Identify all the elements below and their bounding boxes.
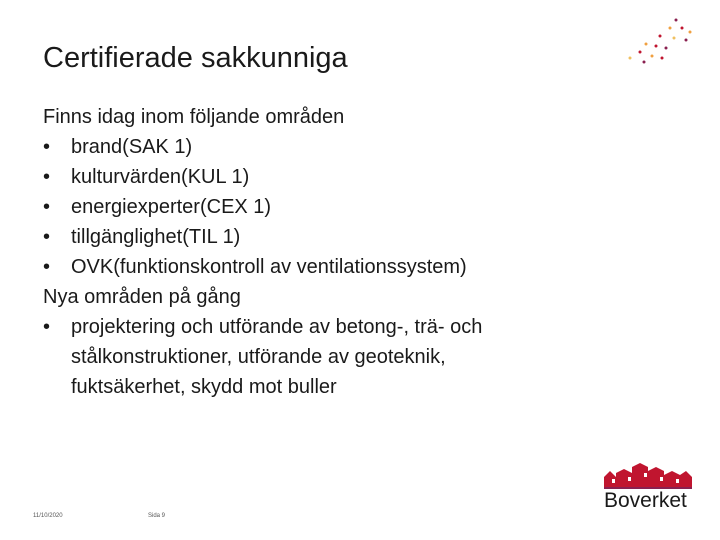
list-item xyxy=(43,162,663,192)
list-item-text: tillgänglighet(TIL 1) xyxy=(71,226,241,248)
dot xyxy=(655,45,658,48)
footer-date: 11/10/2020 xyxy=(33,513,63,519)
dot xyxy=(645,43,648,46)
logo-text: Boverket xyxy=(604,489,687,512)
slide-title: Certifierade sakkunniga xyxy=(43,42,348,74)
dot xyxy=(675,19,678,22)
dot xyxy=(659,35,662,38)
decorative-dots xyxy=(600,14,710,74)
bullet: • xyxy=(43,136,51,158)
list-item-text: brand(SAK 1) xyxy=(71,136,193,158)
list-item xyxy=(43,222,663,252)
bullet: • xyxy=(43,226,51,248)
list-item-text: projektering och utförande av betong-, trä- och stålkonstruktioner, utförande av geoteknik, fuktsäkerhet, skydd mot buller xyxy=(71,316,483,398)
dot xyxy=(673,37,676,40)
list-item xyxy=(43,132,663,162)
dot xyxy=(685,39,688,42)
dot xyxy=(661,57,664,60)
list-item-text: OVK(funktionskontroll av ventilationssystem) xyxy=(71,256,467,278)
list-item xyxy=(43,252,663,282)
intro-text: Finns idag inom följande områden xyxy=(43,106,345,128)
bullet: • xyxy=(43,256,51,278)
list-item xyxy=(43,312,541,402)
dot xyxy=(651,55,654,58)
list-item-text: kulturvärden(KUL 1) xyxy=(71,166,250,188)
list-item-text: energiexperter(CEX 1) xyxy=(71,196,272,218)
dot xyxy=(681,27,684,30)
footer-page-number: Sida 9 xyxy=(148,513,166,519)
dot xyxy=(669,27,672,30)
bullet: • xyxy=(43,316,51,338)
slide-body xyxy=(43,102,663,402)
dot xyxy=(643,61,646,64)
dot xyxy=(689,31,692,34)
bullet: • xyxy=(43,166,51,188)
bullet: • xyxy=(43,196,51,218)
list-item xyxy=(43,192,663,222)
new-areas-heading: Nya områden på gång xyxy=(43,286,241,308)
dot xyxy=(629,57,632,60)
dot xyxy=(665,47,668,50)
dot xyxy=(639,51,642,54)
